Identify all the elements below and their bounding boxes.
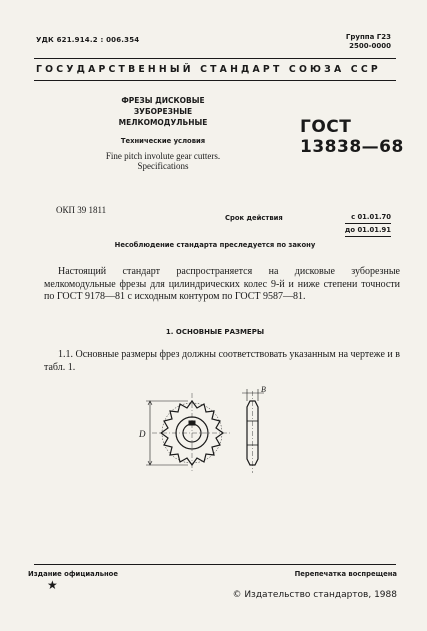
reprint-notice: Перепечатка воспрещена	[294, 570, 397, 578]
intro-text: Настоящий стандарт распространяется на дисковые зуборезные мелкомодульные фрезы для цилиндрических колес 9-й и ниже степени точности по ГОСТ 9178—81 с исходным контуром по ГОСТ 9587—81.	[44, 266, 400, 302]
validity-label: Срок действия	[225, 214, 283, 222]
diameter-label: D	[139, 429, 146, 439]
validity-from: с 01.01.70	[345, 211, 391, 224]
cutter-front-view	[152, 393, 232, 473]
title-line-3: МЕЛКОМОДУЛЬНЫЕ	[118, 118, 208, 127]
title-line-2: ЗУБОРЕЗНЫЕ	[133, 107, 193, 116]
footer-rule	[34, 564, 396, 565]
clause-1-1-text: 1.1. Основные размеры фрез должны соответствовать указанным на чертеже и в табл. 1.	[44, 349, 400, 373]
copyright-line: © Издательство стандартов, 1988	[232, 590, 397, 600]
official-edition: Издание официальное	[28, 570, 118, 578]
group-code	[346, 33, 391, 51]
section-1-title: 1. ОСНОВНЫЕ РАЗМЕРЫ	[165, 328, 265, 336]
validity-to: до 01.01.91	[345, 224, 391, 237]
width-label: B	[261, 385, 266, 394]
violation-notice: Несоблюдение стандарта преследуется по закону	[114, 241, 316, 249]
title-en-line-2: Specifications	[137, 161, 189, 171]
title-block-ru	[88, 95, 238, 147]
validity-dates	[345, 211, 391, 237]
title-en-line-1: Fine pitch involute gear cutters.	[105, 151, 221, 161]
star-icon: ★	[47, 578, 58, 592]
title-block-en	[88, 151, 238, 171]
conditions-label: Технические условия	[120, 137, 206, 145]
intro-paragraph	[44, 266, 400, 304]
group-line-2: 2500-0000	[349, 42, 391, 50]
header-bottom-rule	[34, 80, 396, 81]
group-line-1: Группа Г23	[345, 33, 391, 41]
gost-number: 13838—68	[300, 137, 404, 157]
cutter-drawing	[130, 385, 280, 475]
clause-1-1	[44, 349, 400, 374]
top-rule	[34, 58, 396, 59]
gost-designation	[300, 117, 404, 157]
udk-code: УДК 621.914.2 : 006.354	[36, 36, 140, 44]
gost-label: ГОСТ	[300, 117, 352, 137]
okp-code: ОКП 39 1811	[56, 205, 107, 215]
standard-name: ГОСУДАРСТВЕННЫЙ СТАНДАРТ СОЮЗА ССР	[36, 64, 381, 75]
cutter-side-view	[247, 391, 258, 473]
title-line-1: ФРЕЗЫ ДИСКОВЫЕ	[121, 96, 205, 105]
